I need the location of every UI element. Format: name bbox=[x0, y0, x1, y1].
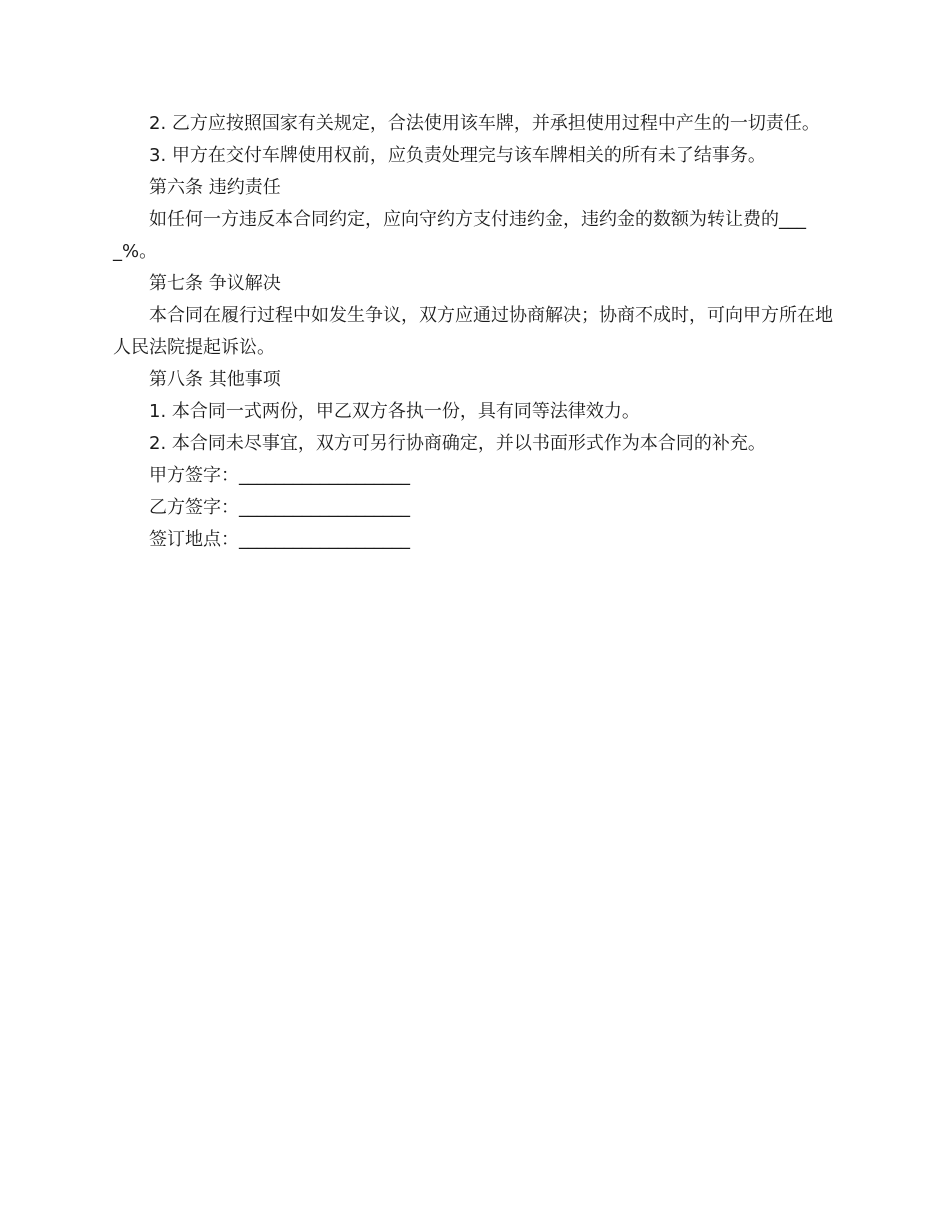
article-8-item-1: 1. 本合同一式两份，甲乙双方各执一份，具有同等法律效力。 bbox=[149, 401, 640, 422]
party-b-signature-line: 乙方签字：___________________ bbox=[149, 497, 410, 518]
article-7-text: 本合同在履行过程中如发生争议，双方应通过协商解决；协商不成时，可向甲方所在地人民法院提起诉讼。 bbox=[113, 305, 833, 358]
article-7-heading: 第七条 争议解决 bbox=[149, 273, 281, 294]
clause-5-item-2: 2. 乙方应按照国家有关规定，合法使用该车牌，并承担使用过程中产生的一切责任。 bbox=[149, 113, 820, 134]
article-6-text: 如任何一方违反本合同约定，应向守约方支付违约金，违约金的数额为转让费的____%。 bbox=[113, 209, 806, 262]
clause-5-item-3: 3. 甲方在交付车牌使用权前，应负责处理完与该车牌相关的所有未了结事务。 bbox=[149, 145, 766, 166]
article-8-heading: 第八条 其他事项 bbox=[149, 369, 281, 390]
signing-place-line: 签订地点：___________________ bbox=[149, 529, 410, 550]
document-body bbox=[113, 108, 843, 556]
article-6-heading: 第六条 违约责任 bbox=[149, 177, 281, 198]
party-a-signature-line: 甲方签字：___________________ bbox=[149, 465, 410, 486]
article-8-item-2: 2. 本合同未尽事宜，双方可另行协商确定，并以书面形式作为本合同的补充。 bbox=[149, 433, 766, 454]
